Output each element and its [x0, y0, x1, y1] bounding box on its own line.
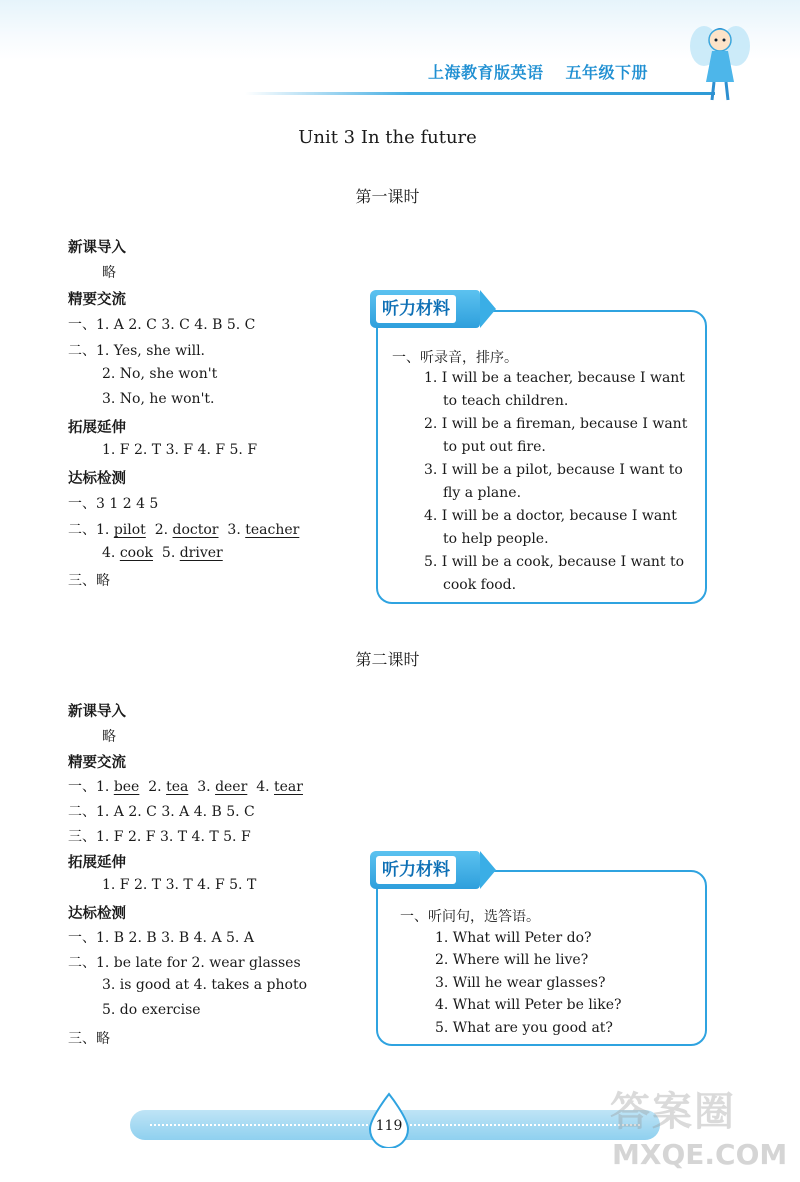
box-intro: 一、听问句，选答语。 — [400, 909, 540, 925]
answer-line: 二、1. be late for 2. wear glasses — [68, 955, 301, 971]
box-line: cook food. — [443, 577, 517, 593]
answer-number: 一、1. — [68, 779, 110, 795]
answer-word: teacher — [245, 522, 300, 538]
answer-line: 二、1. A 2. C 3. A 4. B 5. C — [68, 804, 255, 820]
section-heading: 新课导入 — [68, 240, 126, 256]
fairy-mascot-icon — [690, 16, 750, 104]
listening-material-tab — [370, 851, 480, 889]
answer-line: 二、1. Yes, she will. — [68, 343, 206, 359]
box-line: 2. Where will he live? — [435, 952, 589, 968]
section-heading: 拓展延伸 — [68, 855, 126, 871]
tab-label: 听力材料 — [376, 295, 456, 323]
answer-line — [102, 545, 223, 561]
answer-word: bee — [113, 779, 140, 795]
answer-line: 三、1. F 2. F 3. T 4. T 5. F — [68, 829, 251, 845]
tab-arrow-icon — [480, 851, 496, 889]
answer-line: 略 — [102, 729, 116, 745]
watermark-url: MXQE.COM — [612, 1138, 788, 1171]
box-line: 5. What are you good at? — [435, 1020, 613, 1036]
box-line: 3. Will he wear glasses? — [435, 975, 606, 991]
answer-line: 一、1. A 2. C 3. C 4. B 5. C — [68, 317, 256, 333]
answer-word: driver — [179, 545, 223, 561]
answer-line: 三、略 — [68, 573, 110, 589]
answer-word: cook — [119, 545, 153, 561]
answer-word: tear — [274, 779, 303, 795]
answer-line — [68, 776, 303, 796]
answer-line — [68, 519, 299, 539]
watermark-logo: 答案圈 — [610, 1089, 736, 1135]
answer-number: 3. — [197, 779, 211, 795]
answer-line: 3. No, he won't. — [102, 391, 215, 407]
section-heading: 精要交流 — [68, 755, 126, 771]
answer-word: deer — [215, 779, 248, 795]
listening-material-tab — [370, 290, 480, 328]
answer-line: 1. F 2. T 3. F 4. F 5. F — [102, 442, 258, 458]
answer-line: 3. is good at 4. takes a photo — [102, 977, 308, 993]
box-line: 1. What will Peter do? — [435, 930, 592, 946]
answer-number: 2. — [154, 522, 169, 538]
grade-title: 五年级下册 — [565, 63, 649, 82]
answer-line: 2. No, she won't — [102, 366, 218, 382]
section-heading: 新课导入 — [68, 704, 126, 720]
answer-number: 5. — [161, 545, 176, 561]
box-line: 2. I will be a fireman, because I want — [424, 416, 688, 432]
book-title: 上海教育版英语 — [428, 63, 544, 82]
answer-line: 一、3 1 2 4 5 — [68, 496, 159, 512]
answer-line: 三、略 — [68, 1031, 110, 1047]
box-line: 4. I will be a doctor, because I want — [424, 508, 677, 524]
answer-word: pilot — [113, 522, 146, 538]
box-line: to help people. — [443, 531, 549, 547]
box-line: fly a plane. — [443, 485, 522, 501]
box-line: to put out fire. — [443, 439, 546, 455]
answer-number: 2. — [148, 779, 162, 795]
answer-line: 5. do exercise — [102, 1002, 201, 1018]
answer-word: tea — [166, 779, 189, 795]
box-line: 3. I will be a pilot, because I want to — [424, 462, 683, 478]
answer-line: 略 — [102, 265, 116, 281]
page-number: 119 — [375, 1118, 403, 1134]
answer-number: 3. — [227, 522, 241, 538]
box-intro: 一、听录音，排序。 — [392, 350, 518, 366]
answer-line: 一、1. B 2. B 3. B 4. A 5. A — [68, 930, 254, 946]
header-rule — [245, 92, 715, 95]
unit-title: Unit 3 In the future — [298, 127, 477, 148]
section-heading: 精要交流 — [68, 292, 126, 308]
lesson2-title: 第二课时 — [355, 650, 420, 669]
lesson1-title: 第一课时 — [355, 187, 420, 206]
answer-line: 1. F 2. T 3. T 4. F 5. T — [102, 877, 257, 893]
answer-number: 二、1. — [68, 522, 110, 538]
box-line: 1. I will be a teacher, because I want — [424, 370, 685, 386]
header-band — [0, 0, 800, 60]
tab-label: 听力材料 — [376, 856, 456, 884]
answer-word: doctor — [172, 522, 219, 538]
tab-arrow-icon — [480, 290, 496, 328]
box-line: 4. What will Peter be like? — [435, 997, 622, 1013]
section-heading: 拓展延伸 — [68, 420, 126, 436]
answer-number: 4. — [102, 545, 116, 561]
section-heading: 达标检测 — [68, 471, 126, 487]
section-heading: 达标检测 — [68, 906, 126, 922]
box-line: to teach children. — [443, 393, 569, 409]
box-line: 5. I will be a cook, because I want to — [424, 554, 685, 570]
header-title — [428, 60, 648, 83]
answer-number: 4. — [256, 779, 270, 795]
